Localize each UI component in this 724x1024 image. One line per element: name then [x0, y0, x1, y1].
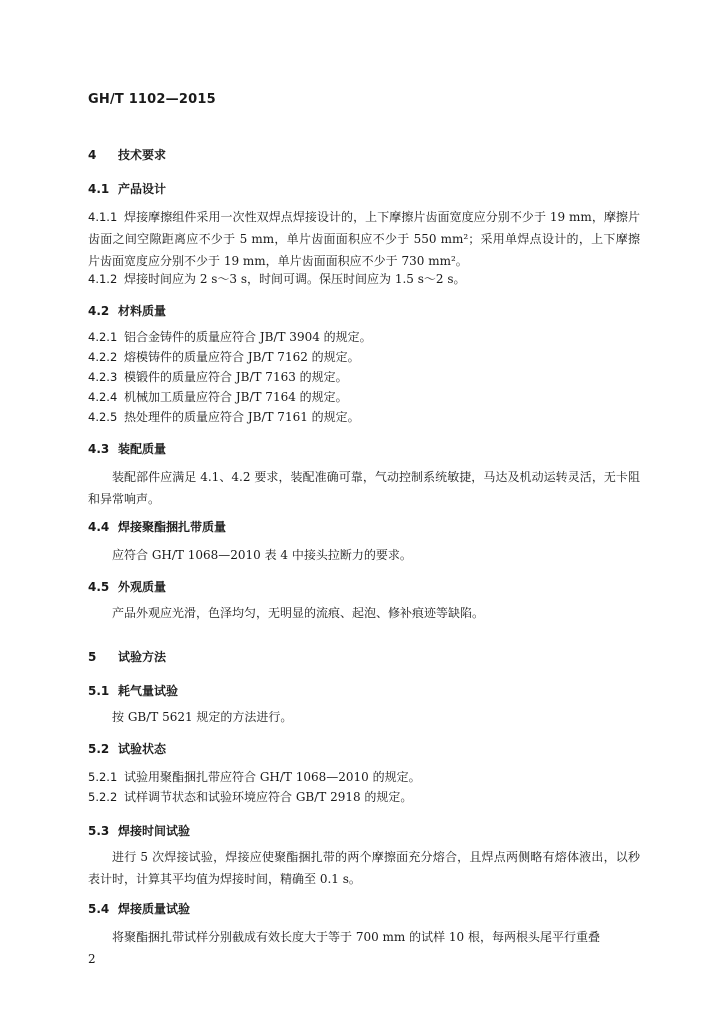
clause-number: 4.2.1: [88, 330, 118, 344]
section-5-4-heading: [88, 900, 640, 918]
clause-number: 4.2.3: [88, 370, 118, 384]
clause-5-2-2: [88, 788, 640, 806]
section-4-1-heading: [88, 180, 640, 198]
paragraph-4-4: 应符合 GH/T 1068—2010 表 4 中接头拉断力的要求。: [112, 548, 412, 562]
section-4-2-heading: [88, 302, 640, 320]
paragraph-4-5: 产品外观应光滑，色泽均匀，无明显的流痕、起泡、修补痕迹等缺陷。: [112, 606, 485, 620]
section-number: 4.3: [88, 442, 110, 456]
clause-text: 焊接时间应为 2 s～3 s，时间可调。保压时间应为 1.5 s～2 s。: [124, 272, 466, 286]
section-number: 4: [88, 148, 97, 162]
paragraph-5-1: 按 GB/T 5621 规定的方法进行。: [112, 710, 293, 724]
section-5-heading: [88, 648, 640, 666]
section-number: 5.4: [88, 902, 110, 916]
clause-4-1-2: [88, 270, 640, 288]
section-5-2-heading: [88, 740, 640, 758]
clause-text: 机械加工质量应符合 JB/T 7164 的规定。: [124, 390, 348, 404]
paragraph-5-4: 将聚酯捆扎带试样分别截成有效长度大于等于 700 mm 的试样 10 根，每两根头尾平行重叠: [112, 930, 601, 944]
section-title: 材料质量: [118, 304, 167, 318]
section-5-1-heading: [88, 682, 640, 700]
clause-number: 5.2.2: [88, 790, 118, 804]
clause-text: 热处理件的质量应符合 JB/T 7161 的规定。: [124, 410, 360, 424]
clause-text: 试验用聚酯捆扎带应符合 GH/T 1068—2010 的规定。: [124, 770, 421, 784]
clause-number: 4.1.2: [88, 272, 118, 286]
section-title: 外观质量: [118, 580, 167, 594]
section-number: 5: [88, 650, 97, 664]
section-title: 试验状态: [118, 742, 167, 756]
section-title: 装配质量: [118, 442, 167, 456]
page-number: 2: [88, 952, 96, 966]
section-title: 产品设计: [118, 182, 167, 196]
clause-number: 4.2.2: [88, 350, 118, 364]
section-title: 试验方法: [118, 650, 167, 664]
clause-number: 5.2.1: [88, 770, 118, 784]
section-number: 4.4: [88, 520, 110, 534]
section-4-3-heading: [88, 440, 640, 458]
section-title: 焊接质量试验: [118, 902, 191, 916]
paragraph-4-3: 装配部件应满足 4.1、4.2 要求，装配准确可靠，气动控制系统敏捷，马达及机动运转灵活，无卡阻和异常响声。: [88, 470, 640, 506]
clause-text: 试样调节状态和试验环境应符合 GB/T 2918 的规定。: [124, 790, 413, 804]
section-title: 焊接时间试验: [118, 824, 191, 838]
section-4-heading: [88, 146, 640, 164]
clause-4-2-5: [88, 408, 640, 426]
section-number: 5.2: [88, 742, 110, 756]
clause-text: 焊接摩擦组件采用一次性双焊点焊接设计的，上下摩擦片齿面宽度应分别不少于 19 mm，摩擦片齿面之间空隙距离应不少于 5 mm，单片齿面面积应不少于 550 mm²；采用单焊点设计的，上下摩擦片齿面宽度应分别不少于 19 mm，单片齿面面积应不少于 730 mm²。: [88, 210, 640, 268]
clause-5-2-1: [88, 768, 640, 786]
section-title: 焊接聚酯捆扎带质量: [118, 520, 227, 534]
paragraph-5-3: 进行 5 次焊接试验，焊接应使聚酯捆扎带的两个摩擦面充分熔合，且焊点两侧略有熔体液出，以秒表计时，计算其平均值为焊接时间，精确至 0.1 s。: [88, 850, 640, 886]
clause-4-2-3: [88, 368, 640, 386]
clause-text: 模锻件的质量应符合 JB/T 7163 的规定。: [124, 370, 348, 384]
clause-number: 4.1.1: [88, 210, 118, 224]
clause-number: 4.2.4: [88, 390, 118, 404]
section-number: 5.1: [88, 684, 110, 698]
clause-4-2-2: [88, 348, 640, 366]
clause-text: 熔模铸件的质量应符合 JB/T 7162 的规定。: [124, 350, 360, 364]
clause-4-1-1: [88, 206, 640, 272]
section-number: 5.3: [88, 824, 110, 838]
section-title: 技术要求: [118, 148, 167, 162]
standard-code-header: GH/T 1102—2015: [88, 92, 216, 107]
section-4-5-heading: [88, 578, 640, 596]
clause-4-2-4: [88, 388, 640, 406]
section-number: 4.5: [88, 580, 110, 594]
clause-4-2-1: [88, 328, 640, 346]
section-5-3-heading: [88, 822, 640, 840]
section-4-4-heading: [88, 518, 640, 536]
section-number: 4.2: [88, 304, 110, 318]
clause-text: 铝合金铸件的质量应符合 JB/T 3904 的规定。: [124, 330, 372, 344]
section-title: 耗气量试验: [118, 684, 179, 698]
clause-number: 4.2.5: [88, 410, 118, 424]
section-number: 4.1: [88, 182, 110, 196]
